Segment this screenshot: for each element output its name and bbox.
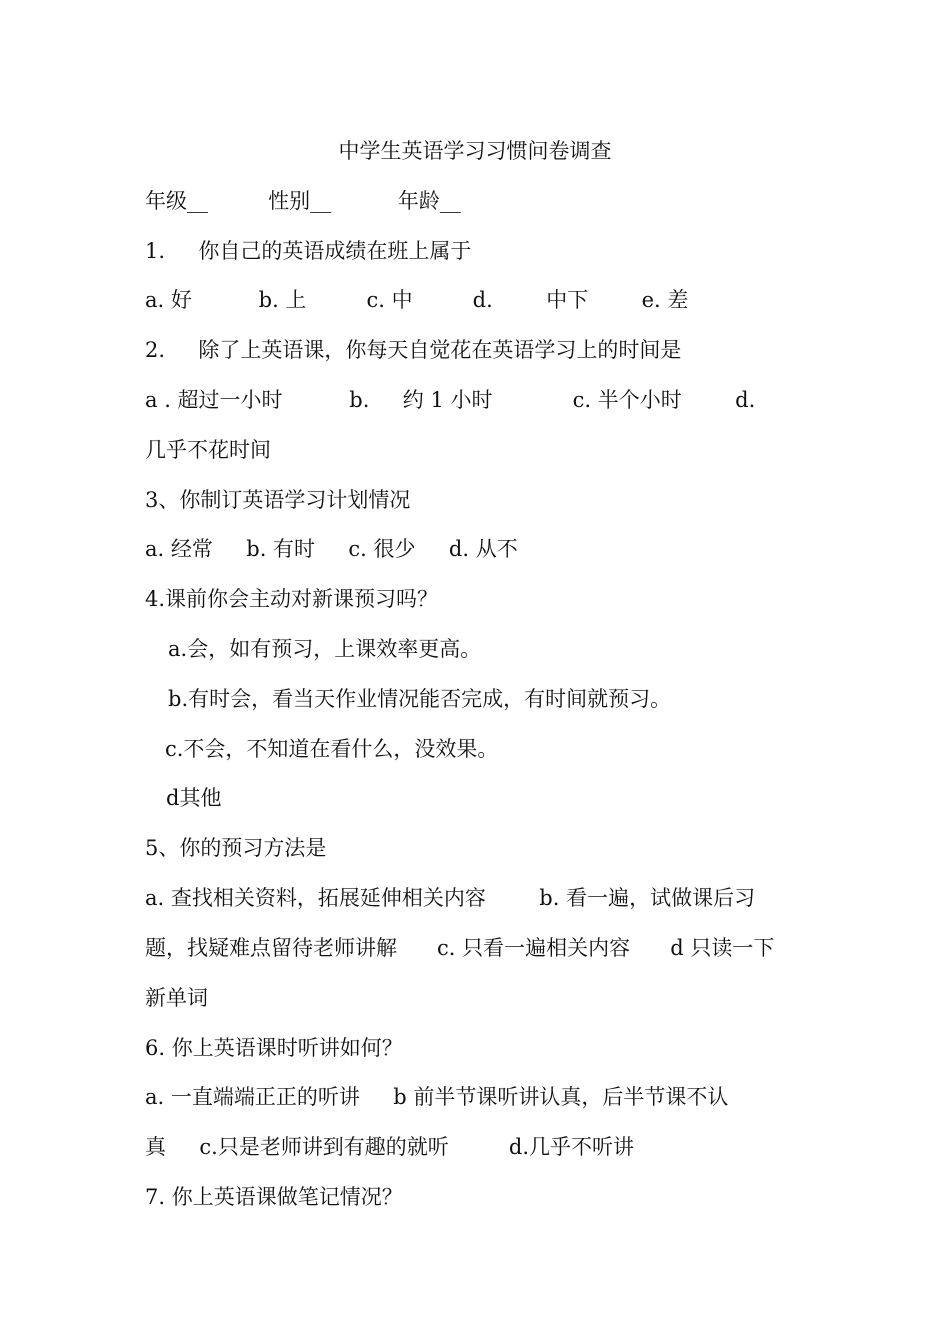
question-3-options: a. 经常 b. 有时 c. 很少 d. 从不: [145, 537, 518, 561]
question-4-option-a: a.会，如有预习，上课效率更高。: [168, 637, 482, 661]
question-3: 3、你制订英语学习计划情况: [145, 488, 411, 512]
question-6-options-line-2: 真 c.只是老师讲到有趣的就听 d.几乎不听讲: [145, 1135, 635, 1159]
question-5-options-line-2: 题，找疑难点留待老师讲解 c. 只看一遍相关内容 d 只读一下: [145, 936, 775, 960]
question-7: 7. 你上英语课做笔记情况？: [145, 1185, 403, 1209]
question-6: 6. 你上英语课时听讲如何？: [145, 1036, 403, 1060]
question-2-options-line-2: 几乎不花时间: [145, 438, 271, 462]
question-4-option-d: d其他: [166, 786, 222, 810]
question-5-options-line-3: 新单词: [145, 986, 208, 1010]
question-4-option-c: c.不会，不知道在看什么，没效果。: [165, 737, 499, 761]
question-4-option-b: b.有时会，看当天作业情况能否完成，有时间就预习。: [168, 687, 672, 711]
question-5-options-line-1: a. 查找相关资料，拓展延伸相关内容 b. 看一遍，试做课后习: [145, 886, 756, 910]
question-2-options-line-1: a . 超过一小时 b. 约 1 小时 c. 半个小时 d.: [145, 388, 756, 412]
question-1: 1. 你自己的英语成绩在班上属于: [145, 239, 472, 263]
document-title: 中学生英语学习习惯问卷调查: [338, 139, 612, 163]
question-5: 5、你的预习方法是: [145, 836, 327, 860]
question-4: 4.课前你会主动对新课预习吗？: [145, 587, 439, 611]
question-2: 2. 除了上英语课，你每天自觉花在英语学习上的时间是: [145, 338, 682, 362]
question-6-options-line-1: a. 一直端端正正的听讲 b 前半节课听讲认真，后半节课不认: [145, 1085, 729, 1109]
question-1-options: a. 好 b. 上 c. 中 d. 中下 e. 差: [145, 288, 689, 312]
header-fields: 年级__ 性别__ 年龄__: [145, 189, 461, 213]
